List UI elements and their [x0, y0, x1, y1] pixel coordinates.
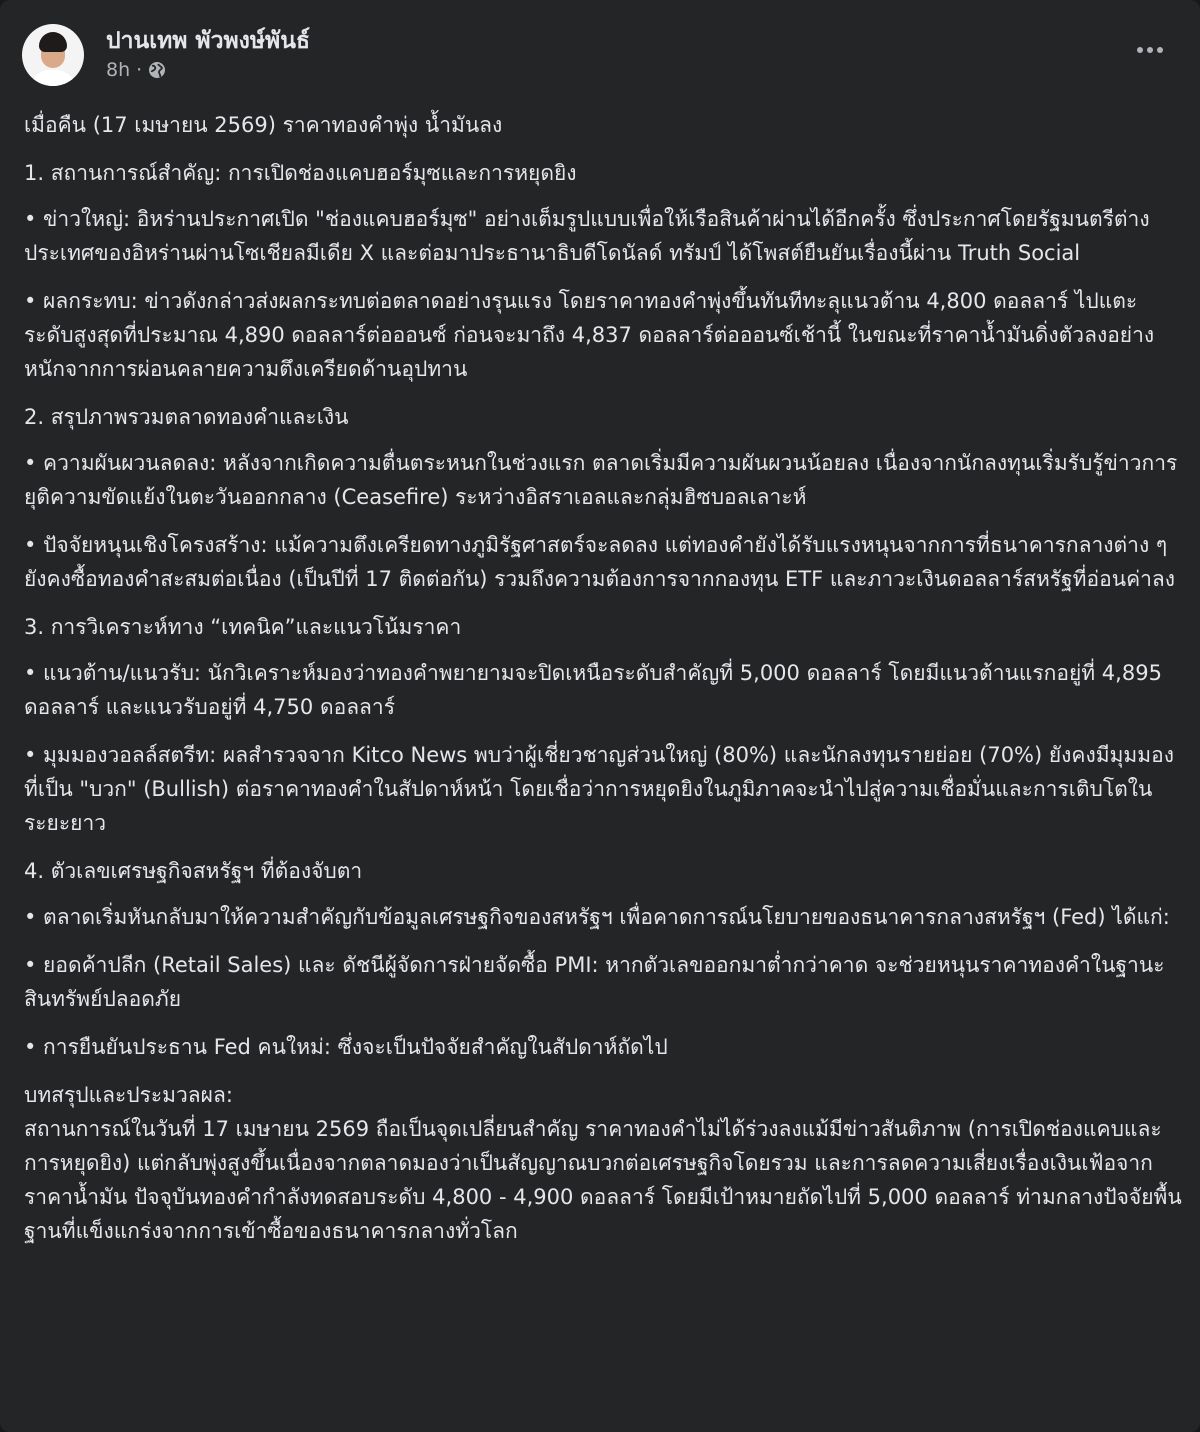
- bullet-paragraph: • ตลาดเริ่มหันกลับมาให้ความสำคัญกับข้อมูลเศรษฐกิจของสหรัฐฯ เพื่อคาดการณ์นโยบายของธนาคารกลางสหรัฐฯ (Fed) ได้แก่:: [24, 905, 1170, 929]
- more-dot: [1157, 47, 1163, 53]
- post-header: [22, 24, 1178, 94]
- globe-icon[interactable]: [148, 61, 166, 79]
- section-heading-2: 2. สรุปภาพรวมตลาดทองคำและเงิน: [24, 405, 349, 429]
- post-meta: [106, 58, 310, 82]
- post-body: [24, 108, 1184, 1262]
- post-title: เมื่อคืน (17 เมษายน 2569) ราคาทองคำพุ่ง น้ำมันลง: [24, 113, 503, 137]
- section-heading-1: 1. สถานการณ์สำคัญ: การเปิดช่องแคบฮอร์มุซและการหยุดยิง: [24, 161, 577, 185]
- more-dot: [1137, 47, 1143, 53]
- section-heading-3: 3. การวิเคราะห์ทาง “เทคนิค”และแนวโน้มราคา: [24, 615, 462, 639]
- summary-paragraph: สถานการณ์ในวันที่ 17 เมษายน 2569 ถือเป็นจุดเปลี่ยนสำคัญ ราคาทองคำไม่ได้ร่วงลงแม้มีข่าวสันติภาพ (การเปิดช่องแคบและการหยุดยิง) แต่กลับพุ่งสูงขึ้นเนื่องจากตลาดมองว่าเป็นสัญญาณบวกต่อเศรษฐกิจโดยรวม และการลดความเสี่ยงเรื่องเงินเฟ้อจากราคาน้ำมัน ปัจจุบันทองคำกำลังทดสอบระดับ 4,800 - 4,900 ดอลลาร์ โดยมีเป้าหมายถัดไปที่ 5,000 ดอลลาร์ ท่ามกลางปัจจัยพื้นฐานที่แข็งแกร่งจากการเข้าซื้อของธนาคารกลางทั่วโลก: [24, 1117, 1182, 1243]
- section-heading-4: 4. ตัวเลขเศรษฐกิจสหรัฐฯ ที่ต้องจับตา: [24, 859, 363, 883]
- bullet-paragraph: • ความผันผวนลดลง: หลังจากเกิดความตื่นตระหนกในช่วงแรก ตลาดเริ่มมีความผันผวนน้อยลง เนื่องจากนักลงทุนเริ่มรับรู้ข่าวการยุติความขัดแย้งในตะวันออกกลาง (Ceasefire) ระหว่างอิสราเอลและกลุ่มฮิซบอลเลาะห์: [24, 451, 1178, 509]
- bullet-paragraph: • ยอดค้าปลีก (Retail Sales) และ ดัชนีผู้จัดการฝ่ายจัดซื้อ PMI: หากตัวเลขออกมาต่ำกว่าคาด จะช่วยหนุนราคาทองคำในฐานะสินทรัพย์ปลอดภัย: [24, 953, 1165, 1011]
- avatar-shirt: [30, 70, 76, 86]
- bullet-paragraph: • การยืนยันประธาน Fed คนใหม่: ซึ่งจะเป็นปัจจัยสำคัญในสัปดาห์ถัดไป: [24, 1035, 668, 1059]
- more-options-icon[interactable]: [1130, 38, 1170, 62]
- bullet-paragraph: • ปัจจัยหนุนเชิงโครงสร้าง: แม้ความตึงเครียดทางภูมิรัฐศาสตร์จะลดลง แต่ทองคำยังได้รับแรงหนุนจากการที่ธนาคารกลางต่าง ๆ ยังคงซื้อทองคำสะสมต่อเนื่อง (เป็นปีที่ 17 ติดต่อกัน) รวมถึงความต้องการจากกองทุน ETF และภาวะเงินดอลลาร์สหรัฐที่อ่อนค่าลง: [24, 533, 1176, 591]
- post-timestamp[interactable]: 8h: [106, 59, 131, 81]
- avatar-hair: [39, 32, 67, 52]
- post-header-text: [106, 26, 310, 82]
- bullet-paragraph: • ผลกระทบ: ข่าวดังกล่าวส่งผลกระทบต่อตลาดอย่างรุนแรง โดยราคาทองคำพุ่งขึ้นทันทีทะลุแนวต้าน 4,800 ดอลลาร์ ไปแตะระดับสูงสุดที่ประมาณ 4,890 ดอลลาร์ต่อออนซ์ ก่อนจะมาถึง 4,837 ดอลลาร์ต่อออนซ์เช้านี้ ในขณะที่ราคาน้ำมันดิ่งตัวลงอย่างหนักจากการผ่อนคลายความตึงเครียดด้านอุปทาน: [24, 289, 1155, 381]
- summary-title: บทสรุปและประมวลผล:: [24, 1083, 233, 1107]
- bullet-paragraph: • มุมมองวอลล์สตรีท: ผลสำรวจจาก Kitco News พบว่าผู้เชี่ยวชาญส่วนใหญ่ (80%) และนักลงทุนรายย่อย (70%) ยังคงมีมุมมองที่เป็น "บวก" (Bullish) ต่อราคาทองคำในสัปดาห์หน้า โดยเชื่อว่าการหยุดยิงในภูมิภาคจะนำไปสู่ความเชื่อมั่นและการเติบโตในระยะยาว: [24, 743, 1174, 835]
- bullet-paragraph: • ข่าวใหญ่: อิหร่านประกาศเปิด "ช่องแคบฮอร์มุซ" อย่างเต็มรูปแบบเพื่อให้เรือสินค้าผ่านได้อีกครั้ง ซึ่งประกาศโดยรัฐมนตรีต่างประเทศของอิหร่านผ่านโซเชียลมีเดีย X และต่อมาประธานาธิบดีโดนัลด์ ทรัมป์ ได้โพสต์ยืนยันเรื่องนี้ผ่าน Truth Social: [24, 207, 1150, 265]
- meta-separator: ·: [136, 59, 143, 81]
- author-name-link[interactable]: ปานเทพ พัวพงษ์พันธ์: [106, 28, 310, 54]
- author-avatar[interactable]: [22, 24, 84, 86]
- bullet-paragraph: • แนวต้าน/แนวรับ: นักวิเคราะห์มองว่าทองคำพยายามจะปิดเหนือระดับสำคัญที่ 5,000 ดอลลาร์ โดยมีแนวต้านแรกอยู่ที่ 4,895 ดอลลาร์ และแนวรับอยู่ที่ 4,750 ดอลลาร์: [24, 661, 1162, 719]
- more-dot: [1147, 47, 1153, 53]
